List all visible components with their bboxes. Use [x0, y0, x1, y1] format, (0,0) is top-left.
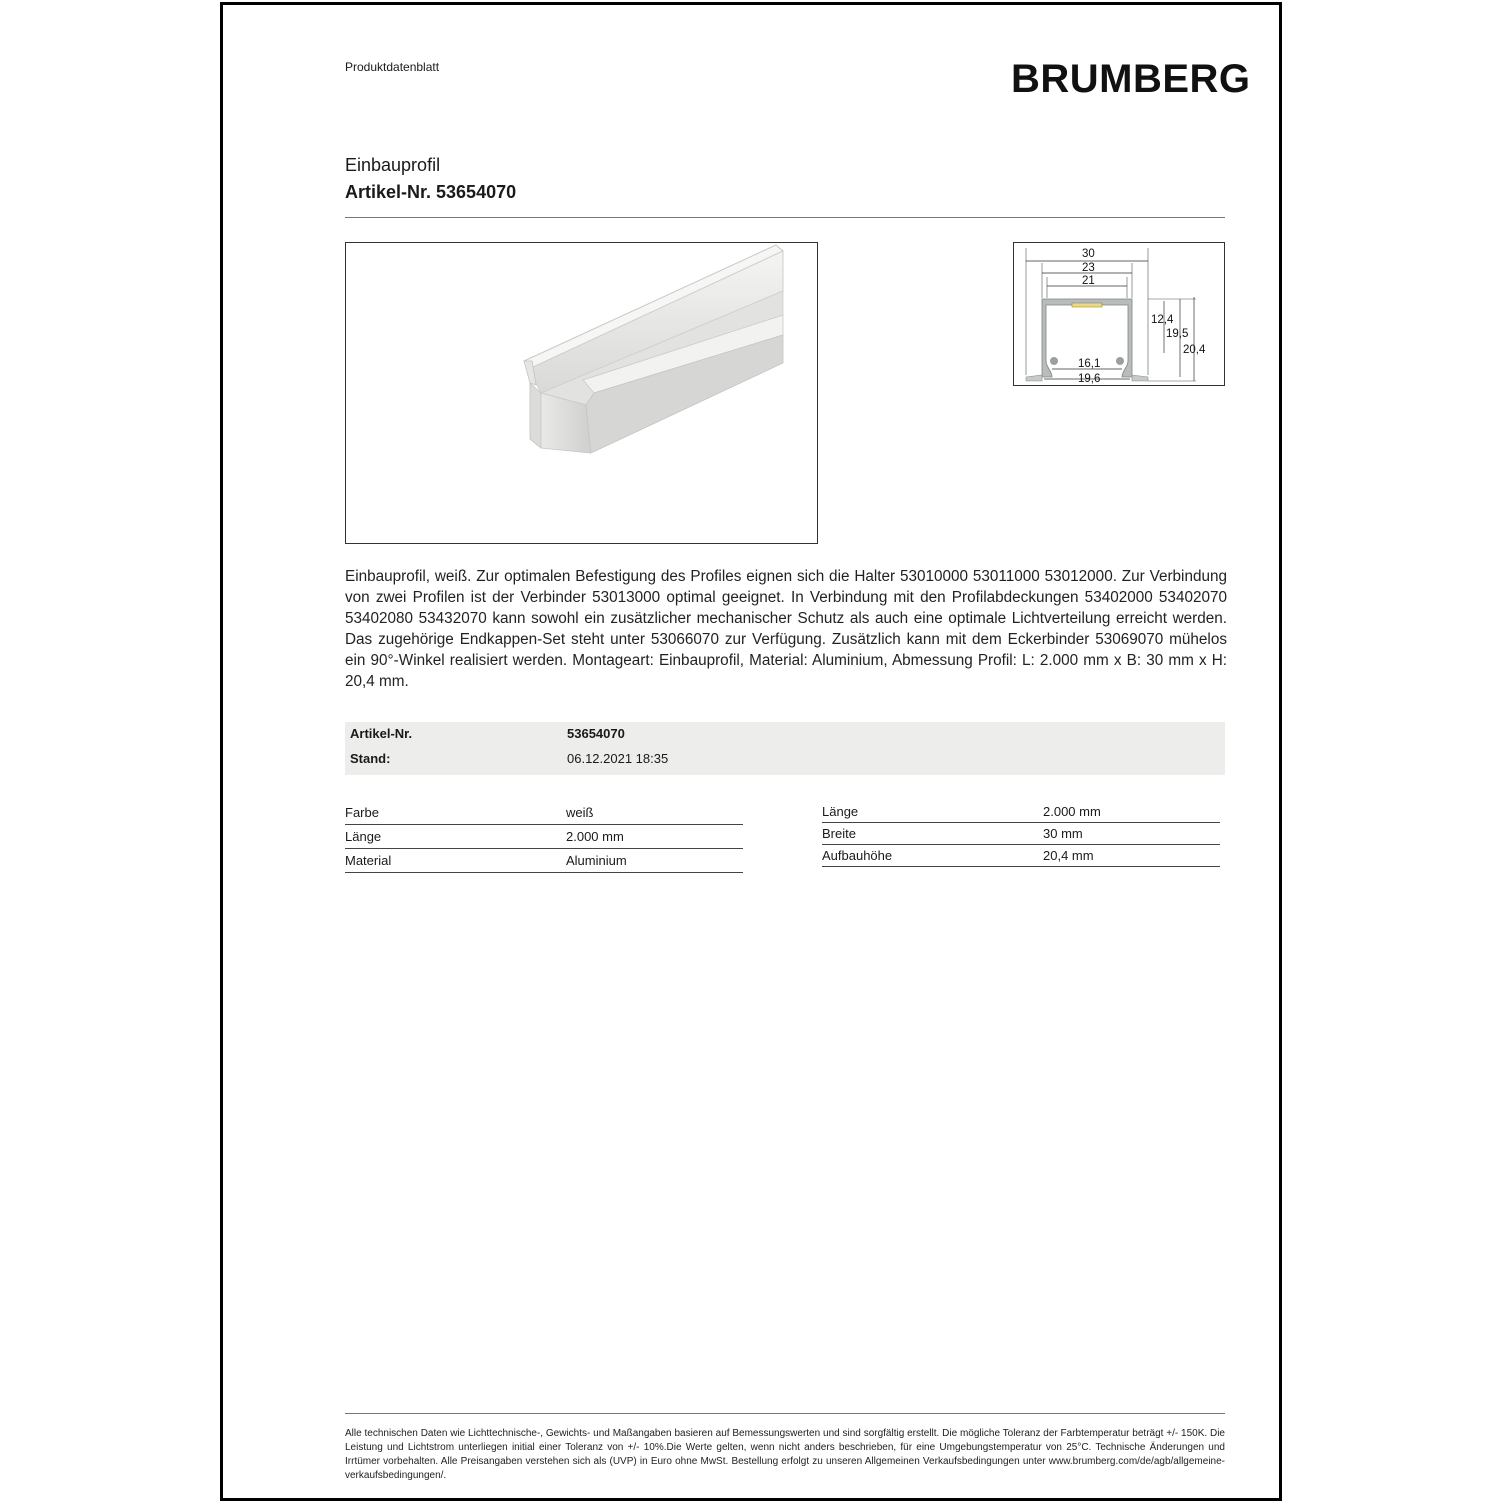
spec-row [822, 801, 1220, 823]
info-row-article [345, 722, 1225, 746]
spec-label: Länge [345, 829, 382, 844]
dim-label-23: 23 [1082, 262, 1095, 274]
spec-row [345, 801, 743, 825]
dim-label-20-4: 20,4 [1183, 344, 1206, 356]
spec-table-right [822, 801, 1220, 867]
spec-value: weiß [566, 805, 594, 820]
product-photo [345, 242, 818, 544]
article-info-band [345, 722, 1225, 775]
header-divider [345, 217, 1225, 218]
dim-label-12-4: 12,4 [1151, 314, 1174, 326]
cross-section-diagram [1014, 243, 1224, 385]
product-description: Einbauprofil, weiß. Zur optimalen Befestigung des Profiles eignen sich die Halter 53010000 53011000 53012000. Zur Verbindung von zwei Profilen ist der Verbinder 53013000 optimal geeignet. In Verbindung mit den Profilabdeckungen 53402000 53402070 53402080 53432070 kann sowohl ein zusätzlicher mechanischer Schutz als auch eine optimale Lichtverteilung erreicht werden. Das zugehörige Endkappen-Set steht unter 53066070 zur Verfügung. Zusätzlich kann mit dem Eckerbinder 53069070 mühelos ein 90°-Winkel realisiert werden. Montageart: Einbauprofil, Material: Aluminium, Abmessung Profil: L: 2.000 mm x B: 30 mm x H: 20,4 mm. [345, 568, 1227, 690]
spec-label: Material [345, 853, 392, 868]
spec-row [345, 849, 743, 873]
info-label: Stand: [350, 751, 391, 766]
dim-label-19-5: 19,5 [1166, 328, 1189, 340]
info-value: 53654070 [567, 726, 625, 741]
spec-value: Aluminium [566, 853, 627, 868]
spec-label: Farbe [345, 805, 379, 820]
dim-label-21: 21 [1082, 275, 1095, 287]
legal-footer: Alle technischen Daten wie Lichttechnische-, Gewichts- und Maßangaben basieren auf Bemessungswerten und sind sorgfältig erstellt. Die mögliche Toleranz der Farbtemperatur beträgt +/- 150K. Die Leistung und Lichtstrom unterliegen initial einer Toleranz von +/- 10%.Die Werte gelten, wenn nicht anders beschrieben, für eine Umgebungstemperatur von 25°C. Technische Änderungen und Irrtümer vorbehalten. Alle Preisangaben verstehen sich als (UVP) in Euro ohne MwSt. Bestellung erfolgt zu unseren Allgemeinen Verkaufsbedingungen unter www.brumberg.com/de/agb/allgemeine-verkaufsbedingungen/. [345, 1428, 1225, 1481]
info-label: Artikel-Nr. [350, 726, 413, 741]
spec-value: 20,4 mm [1043, 848, 1094, 863]
spec-table-left [345, 801, 743, 873]
spec-value: 2.000 mm [1043, 804, 1101, 819]
profile-rendering-image [346, 243, 817, 543]
spec-value: 30 mm [1043, 826, 1083, 841]
spec-label: Breite [822, 826, 856, 841]
product-name: Einbauprofil [345, 155, 441, 175]
spec-row [345, 825, 743, 849]
info-value: 06.12.2021 18:35 [567, 751, 669, 766]
dim-label-30: 30 [1082, 248, 1095, 260]
footer-divider [345, 1413, 1225, 1414]
technical-drawing [1013, 242, 1225, 386]
brand-logo: BRUMBERG [1011, 57, 1251, 101]
article-number-title: Artikel-Nr. 53654070 [345, 182, 517, 202]
dim-label-16-1: 16,1 [1078, 358, 1101, 370]
spec-label: Aufbauhöhe [822, 848, 893, 863]
spec-label: Länge [822, 804, 859, 819]
spec-row [822, 823, 1220, 845]
spec-value: 2.000 mm [566, 829, 624, 844]
info-row-stand [345, 747, 1225, 771]
dim-label-19-6: 19,6 [1078, 373, 1101, 385]
document-type-label: Produktdatenblatt [345, 60, 440, 74]
datasheet-page [220, 2, 1282, 1501]
spec-row [822, 845, 1220, 867]
